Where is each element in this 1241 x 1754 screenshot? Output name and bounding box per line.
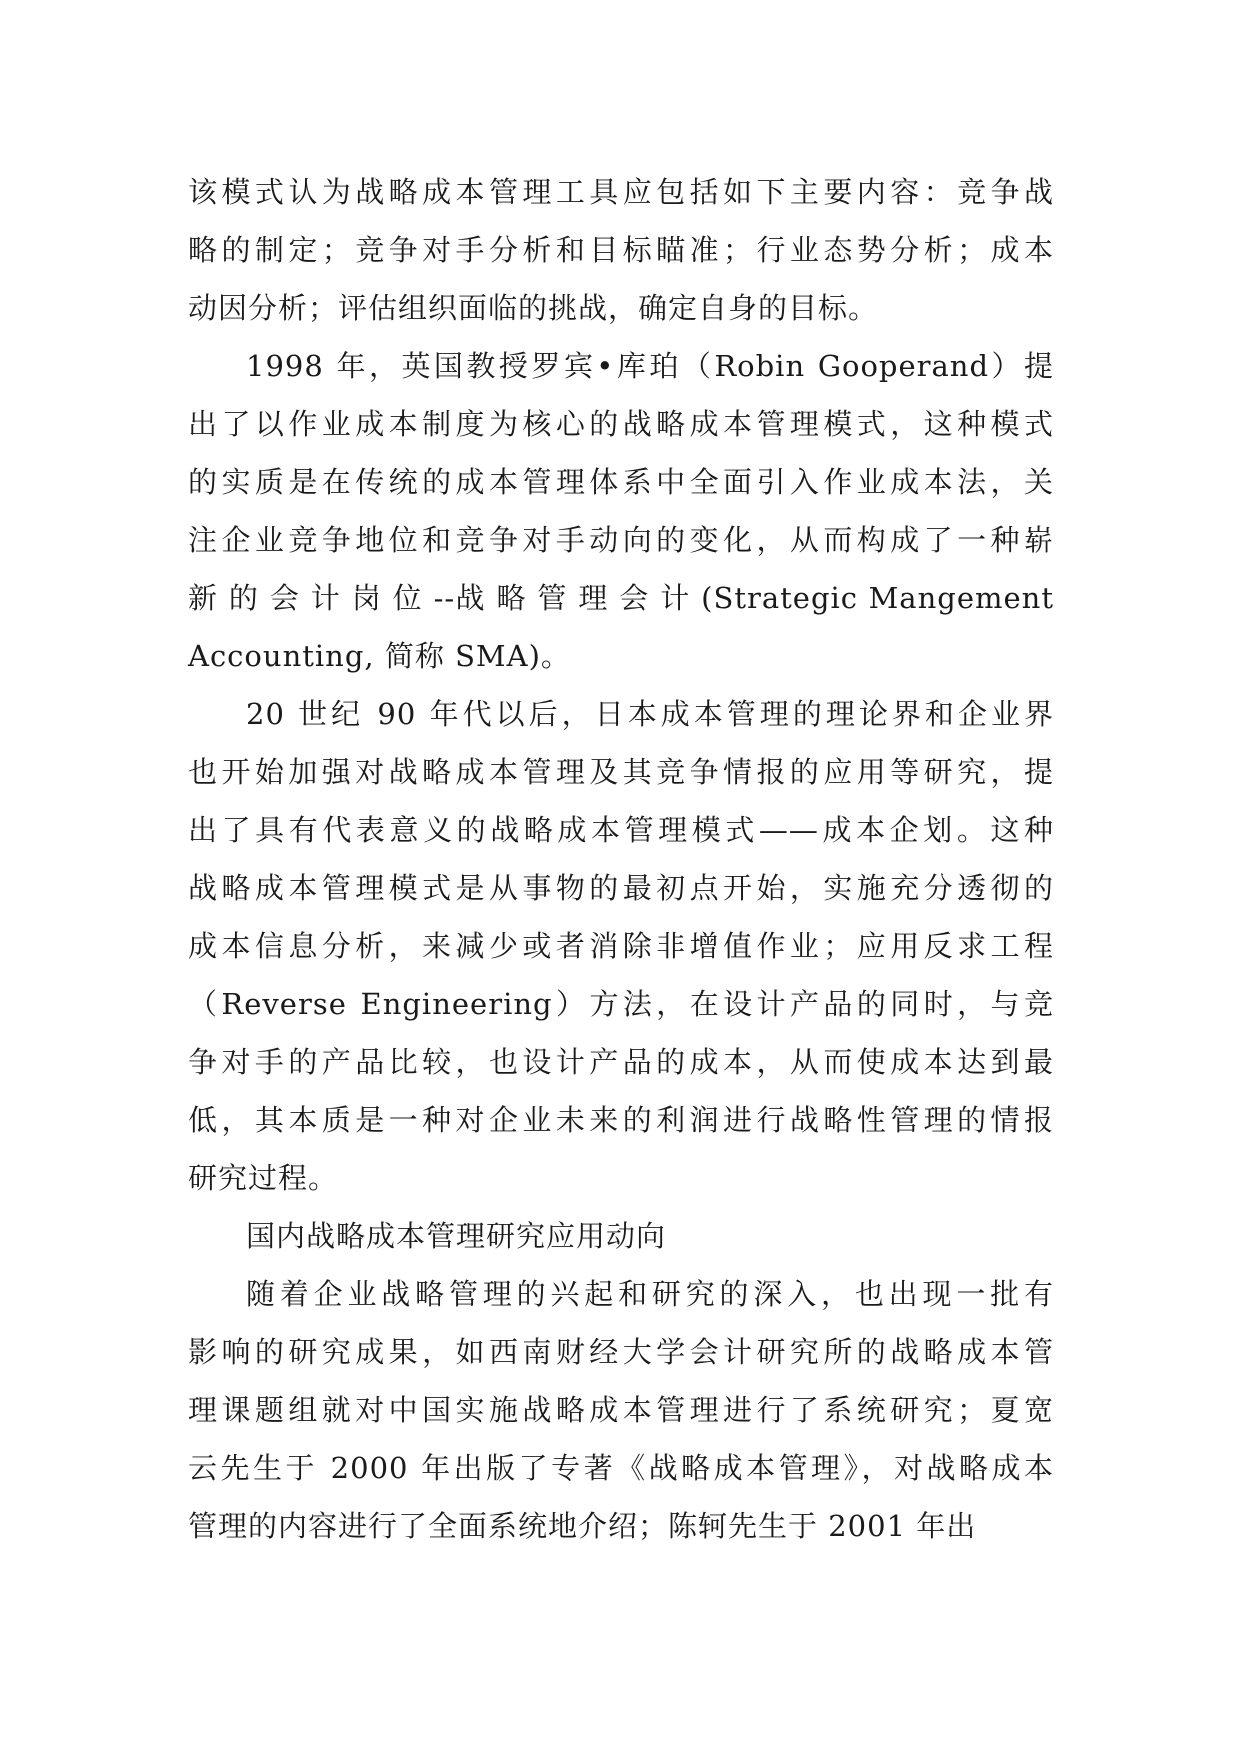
text-line: 研究过程。 <box>188 1161 339 1195</box>
paragraph-p3 <box>188 685 1054 1207</box>
text-line: 出了以作业成本制度为核心的战略成本管理模式，这种模式 <box>188 407 1054 441</box>
text-line: 略的制定；竞争对手分析和目标瞄准；行业态势分析；成本 <box>188 233 1054 267</box>
text-line: 动因分析；评估组织面临的挑战，确定自身的目标。 <box>188 291 879 325</box>
paragraph-p1 <box>188 163 1054 337</box>
text-line: 理课题组就对中国实施战略成本管理进行了系统研究；夏宽 <box>188 1393 1054 1427</box>
text-line: 出了具有代表意义的战略成本管理模式——成本企划。这种 <box>188 813 1054 847</box>
text-line: 1998 年，英国教授罗宾•库珀（Robin Gooperand）提 <box>246 349 1054 383</box>
paragraph-p2 <box>188 337 1054 685</box>
text-line: 新 的 会 计 岗 位 --战 略 管 理 会 计 (Strategic Mangement <box>188 581 1054 615</box>
text-line: Accounting, 简称 SMA)。 <box>188 639 571 673</box>
text-line: 管理的内容进行了全面系统地介绍；陈轲先生于 2001 年出 <box>188 1509 977 1543</box>
text-line: 争对手的产品比较，也设计产品的成本，从而使成本达到最 <box>188 1045 1054 1079</box>
text-line: 随着企业战略管理的兴起和研究的深入，也出现一批有 <box>246 1277 1054 1311</box>
text-line: 低，其本质是一种对企业未来的利润进行战略性管理的情报 <box>188 1103 1054 1137</box>
text-line: 战略成本管理模式是从事物的最初点开始，实施充分透彻的 <box>188 871 1054 905</box>
text-line: 成本信息分析，来减少或者消除非增值作业；应用反求工程 <box>188 929 1054 963</box>
text-line: 国内战略成本管理研究应用动向 <box>246 1219 667 1253</box>
text-line: （Reverse Engineering）方法，在设计产品的同时，与竞 <box>188 987 1054 1021</box>
text-line: 注企业竞争地位和竞争对手动向的变化，从而构成了一种崭 <box>188 523 1054 557</box>
body-text <box>188 163 1054 1555</box>
paragraph-p5 <box>188 1265 1054 1555</box>
text-line: 的实质是在传统的成本管理体系中全面引入作业成本法，关 <box>188 465 1054 499</box>
text-line: 20 世纪 90 年代以后，日本成本管理的理论界和企业界 <box>246 697 1054 731</box>
paragraph-p4 <box>188 1207 1054 1265</box>
text-line: 影响的研究成果，如西南财经大学会计研究所的战略成本管 <box>188 1335 1054 1369</box>
text-line: 该模式认为战略成本管理工具应包括如下主要内容：竞争战 <box>188 175 1054 209</box>
text-line: 也开始加强对战略成本管理及其竞争情报的应用等研究，提 <box>188 755 1054 789</box>
text-line: 云先生于 2000 年出版了专著《战略成本管理》，对战略成本 <box>188 1451 1054 1485</box>
